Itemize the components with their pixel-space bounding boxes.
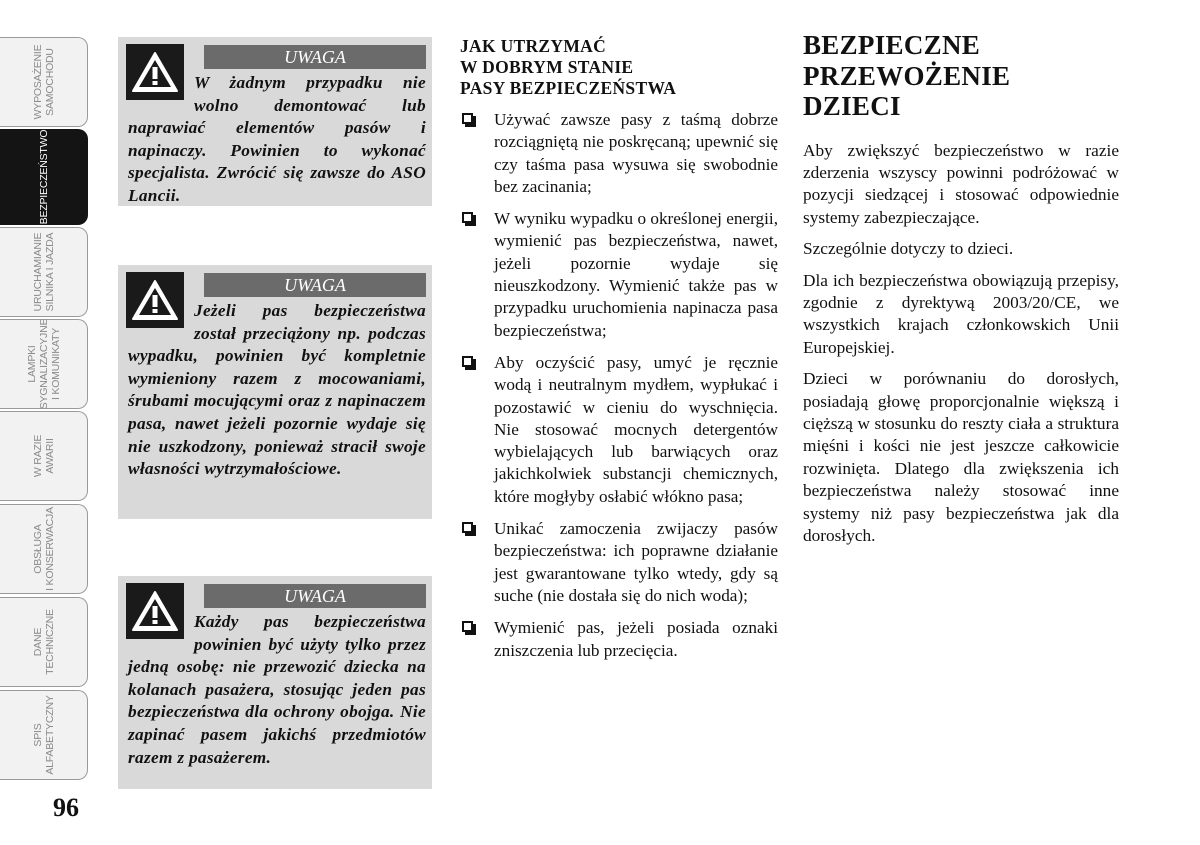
tab-label: LAMPKI SYGNALIZACYJNE I KOMUNIKATY [25, 318, 62, 410]
tab-obsluga[interactable] [0, 504, 88, 594]
tab-w-razie-awarii[interactable] [0, 411, 88, 501]
warning-label: UWAGA [204, 584, 426, 608]
maintenance-list [460, 109, 778, 662]
warning-label: UWAGA [204, 273, 426, 297]
list-item [460, 518, 778, 607]
warning-text: Każdy pas bezpieczeństwa powinien być użyty tylko przez jedną osobę: nie przewozić dziecka na kolanach pasażera, stosując jeden pas bezpieczeństwa dla ochrony obojga. Nie zapinać pasem jakichś przedmiotów razem z pasażerem. [128, 612, 426, 767]
checkbox-bullet-icon [462, 522, 473, 533]
section-heading: JAK UTRZYMAĆ W DOBRYM STANIE PASY BEZPIECZEŃSTWA [460, 36, 677, 98]
child-safety-section [803, 30, 1119, 556]
list-item-text: Używać zawsze pasy z taśmą dobrze rozciągniętą nie poskręcaną; upewnić się czy taśma pasa wysuwa się swobodnie bez zacinania; [494, 110, 778, 196]
warning-text: Jeżeli pas bezpieczeństwa został przeciążony np. podczas wypadku, powinien być kompletnie wymieniony razem z mocowaniami, śrubami mocującymi oraz z napinaczem pasa, nawet jeżeli pozornie wydaje się nie uszkodzony, ponieważ stracił swoje własności wytrzymałościowe. [128, 301, 426, 479]
checkbox-bullet-icon [462, 356, 473, 367]
checkbox-bullet-icon [462, 113, 473, 124]
page-number: 96 [53, 793, 79, 822]
list-item-text: Unikać zamoczenia zwijaczy pasów bezpieczeństwa: ich poprawne działanie jest gwarantowane tylko wtedy, gdy są suche (nie dostała się do nich woda); [494, 519, 778, 605]
tab-spis[interactable] [0, 690, 88, 780]
warning-box [118, 576, 432, 789]
warning-triangle-icon [126, 583, 184, 639]
tab-label: OBSŁUGA I KONSERWACJA [31, 507, 56, 591]
warning-box [118, 265, 432, 519]
tab-label: WYPOSAŻENIE SAMOCHODU [31, 44, 56, 120]
list-item-text: Wymienić pas, jeżeli posiada oznaki zniszczenia lub przecięcia. [494, 618, 778, 660]
list-item [460, 109, 778, 198]
tab-label: DANE TECHNICZNE [31, 609, 56, 675]
tab-uruchamianie[interactable] [0, 227, 88, 317]
warning-triangle-icon [126, 272, 184, 328]
paragraph: Aby zwiększyć bezpieczeństwo w razie zderzenia wszyscy powinni podróżować w pozycji siedzącej i stosować odpowiednie systemy zabezpieczające. [803, 140, 1119, 227]
warning-box [118, 37, 432, 206]
tab-bezpieczenstwo[interactable] [0, 129, 88, 225]
tab-label: URUCHAMIANIE SILNIKA I JAZDA [31, 232, 56, 312]
belt-maintenance-section [460, 36, 778, 672]
tab-lampki[interactable] [0, 319, 88, 409]
list-item-text: W wyniku wypadku o określonej energii, wymienić pas bezpieczeństwa, nawet, jeżeli pozornie wydaje się nieuszkodzony. Wymienić także pas w przypadku uruchomienia napinacza pasa bezpieczeństwa; [494, 209, 778, 340]
paragraph: Dla ich bezpieczeństwa obowiązują przepisy, zgodnie z dyrektywą 2003/20/CE, we wszystkich krajach członkowskich Unii Europejskiej. [803, 270, 1119, 357]
tab-label: SPIS ALFABETYCZNY [31, 695, 56, 775]
list-item [460, 352, 778, 508]
tab-dane-techniczne[interactable] [0, 597, 88, 687]
checkbox-bullet-icon [462, 212, 473, 223]
page-title: BEZPIECZNE PRZEWOŻENIE DZIECI [803, 30, 1011, 121]
warning-label: UWAGA [204, 45, 426, 69]
tab-label: W RAZIE AWARII [31, 434, 56, 478]
warning-triangle-icon [126, 44, 184, 100]
checkbox-bullet-icon [462, 621, 473, 632]
paragraph: Szczególnie dotyczy to dzieci. [803, 239, 1014, 259]
paragraph: Dzieci w porównaniu do dorosłych, posiadają głowę proporcjonalnie większą i cięższą w stosunku do reszty ciała a struktura mięśni i kości nie jest jeszcze całkowicie rozwinięta. Dlatego dla zwiększenia ich bezpieczeństwa należy stosować inne systemy niż pasy bezpieczeństwa jak dla dorosłych. [803, 369, 1119, 545]
list-item [460, 208, 778, 342]
list-item [460, 617, 778, 662]
list-item-text: Aby oczyścić pasy, umyć je ręcznie wodą i neutralnym mydłem, wypłukać i pozostawić w cieniu do wyschnięcia. Nie stosować mocnych detergentów wybielających lub barwiących oraz jakichkolwiek substancji chemicznych, które mogłyby osłabić włókno pasa; [494, 352, 778, 506]
tab-label: BEZPIECZEŃSTWO [37, 129, 50, 225]
tab-wyposazenie[interactable] [0, 37, 88, 127]
warning-text: W żadnym przypadku nie wolno demontować lub naprawiać elementów pasów i napinaczy. Powinien to wykonać specjalista. Zwrócić się zawsze do ASO Lancii. [128, 73, 426, 205]
